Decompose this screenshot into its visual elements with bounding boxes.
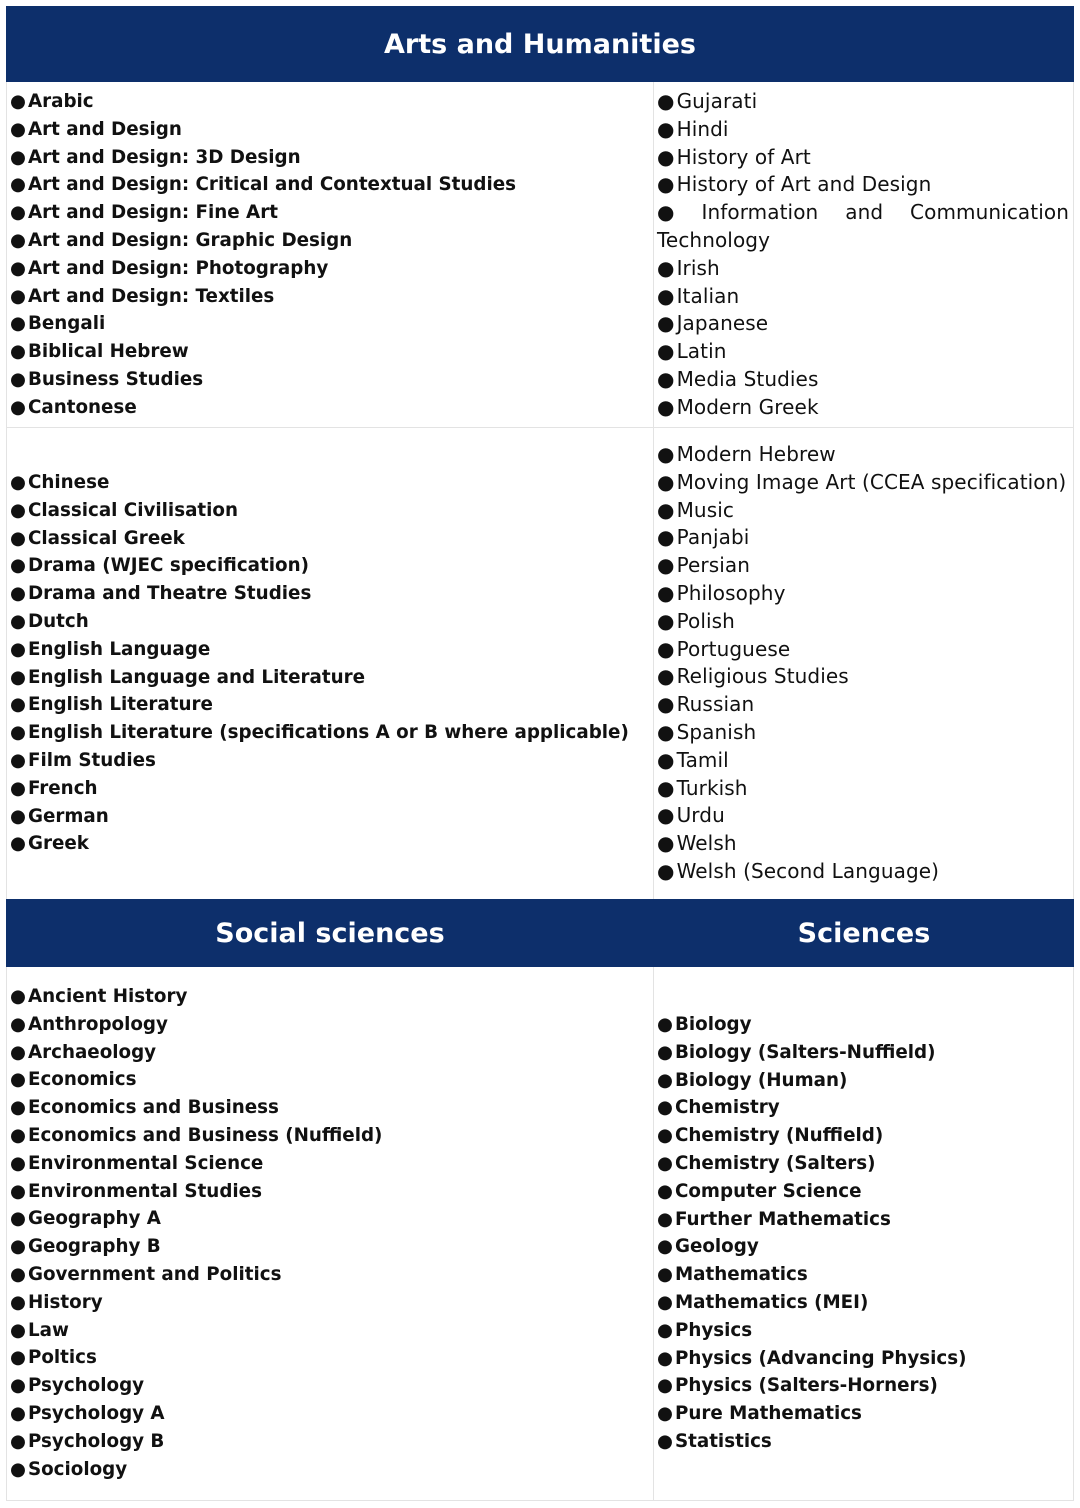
list-item-label: Chemistry (Salters): [674, 1152, 876, 1174]
list-item-label: Hindi: [676, 116, 729, 141]
list-item-label: Chinese: [27, 472, 110, 493]
bullet: ●: [657, 200, 675, 225]
list-item-label: Irish: [676, 255, 720, 280]
list-item: [657, 802, 1066, 830]
bullet: ●: [10, 499, 26, 521]
list-item: [657, 88, 1069, 116]
list-item-label: Biblical Hebrew: [27, 341, 189, 363]
list-item-label: Physics: [674, 1319, 753, 1341]
bullet: ●: [10, 610, 26, 632]
list-item: [10, 1178, 382, 1206]
bullet: ●: [657, 366, 675, 391]
bullet: ●: [657, 1430, 673, 1452]
bullet: ●: [657, 469, 675, 494]
list-item-label: Arabic: [27, 91, 94, 112]
bullet: ●: [657, 1403, 673, 1425]
bullet: ●: [657, 1208, 673, 1230]
row-divider: [6, 427, 1074, 428]
arts-right-top-list: [657, 88, 1069, 422]
list-item: [657, 1289, 967, 1317]
social-sciences-title: Social sciences: [215, 917, 445, 949]
list-item: [10, 1011, 382, 1039]
list-item-label: Pure Mathematics: [674, 1403, 862, 1425]
list-item-label: Welsh (Second Language): [676, 858, 940, 883]
list-item: [10, 199, 516, 227]
table-right-border: [1073, 967, 1074, 1501]
list-item: [10, 636, 629, 664]
list-item: [10, 1428, 382, 1456]
list-item: [657, 858, 1066, 886]
table-left-border: [6, 967, 7, 1501]
list-item-label: Environmental Studies: [27, 1180, 262, 1202]
bullet: ●: [10, 341, 26, 363]
bullet: ●: [657, 1152, 673, 1174]
list-item: [10, 1400, 382, 1428]
list-item: [657, 1400, 967, 1428]
list-item: [657, 608, 1066, 636]
list-item-label: Archaeology: [27, 1041, 157, 1063]
bullet: ●: [657, 775, 675, 800]
bullet: ●: [10, 368, 26, 390]
list-item-label: French: [27, 777, 98, 799]
bullet: ●: [10, 1291, 26, 1313]
bullet: ●: [10, 1263, 26, 1285]
list-item-label: Drama and Theatre Studies: [27, 583, 312, 605]
list-item-label: Portuguese: [676, 636, 791, 661]
list-item-label: Media Studies: [676, 366, 819, 391]
bullet: ●: [10, 1375, 26, 1397]
list-item: [657, 1233, 967, 1261]
bullet: ●: [657, 1041, 673, 1063]
list-item-label: Persian: [676, 553, 751, 578]
bullet: ●: [10, 1347, 26, 1369]
list-item-label: Chemistry: [674, 1097, 780, 1119]
list-item-label: Spanish: [676, 719, 757, 744]
list-item-label: Latin: [676, 339, 727, 364]
bullet: ●: [10, 1402, 26, 1424]
bullet: ●: [10, 666, 26, 688]
list-item: [10, 1039, 382, 1067]
list-item-label: Polish: [676, 608, 735, 633]
bullet: ●: [10, 1041, 26, 1063]
list-item: [10, 830, 629, 858]
list-item-label: Welsh: [676, 831, 737, 856]
bullet: ●: [657, 692, 675, 717]
bullet: ●: [657, 1180, 673, 1202]
bullet: ●: [10, 285, 26, 307]
list-item-label: Economics and Business: [27, 1097, 279, 1119]
list-item-label: Classical Civilisation: [27, 499, 239, 521]
list-item-label: Biology (Human): [674, 1069, 848, 1091]
bullet: ●: [657, 664, 675, 689]
sciences-list: [657, 1011, 967, 1456]
list-item: [657, 338, 1069, 366]
bullet: ●: [657, 747, 675, 772]
list-item-label: Bengali: [27, 313, 106, 335]
social-sciences-cell: [10, 983, 382, 1483]
list-item: [657, 497, 1066, 525]
list-item-label: Italian: [676, 283, 740, 308]
list-item-label: Art and Design: [27, 118, 182, 140]
list-item-label: English Literature: [27, 694, 213, 716]
list-item-label: Further Mathematics: [674, 1208, 891, 1230]
bullet: ●: [657, 1014, 673, 1035]
list-item: [10, 88, 516, 116]
list-item-label: Turkish: [676, 775, 748, 800]
bullet: ●: [10, 1013, 26, 1035]
social-sciences-header: [6, 899, 654, 967]
list-item: [10, 525, 629, 553]
arts-right-top-cell: [657, 88, 1069, 422]
list-item-label: Gujarati: [676, 89, 758, 113]
list-item-label: History of Art: [676, 144, 811, 169]
list-item: [657, 1428, 967, 1456]
bullet: ●: [10, 583, 26, 605]
bullet: ●: [10, 91, 26, 112]
bullet: ●: [10, 118, 26, 140]
list-item-label: Anthropology: [27, 1013, 168, 1035]
list-item: [10, 803, 629, 831]
bullet: ●: [10, 1069, 26, 1091]
list-item-label: Economics: [27, 1069, 137, 1091]
list-item-label: Panjabi: [676, 525, 750, 550]
list-item: [10, 338, 516, 366]
list-item: [657, 394, 1069, 422]
bullet: ●: [657, 858, 675, 883]
list-item-label: Geography B: [27, 1236, 161, 1258]
list-item: [657, 663, 1066, 691]
list-item-label: Ancient History: [27, 986, 188, 1007]
list-item: [10, 1233, 382, 1261]
bullet: ●: [657, 1375, 673, 1397]
list-item-label: English Language: [27, 638, 211, 660]
list-item-label: Modern Greek: [676, 394, 819, 419]
bullet: ●: [657, 580, 675, 605]
list-item-label: Biology (Salters-Nuffield): [674, 1041, 936, 1063]
list-item-label: Statistics: [674, 1430, 772, 1452]
list-item: [10, 497, 629, 525]
bullet: ●: [657, 1264, 673, 1286]
bullet: ●: [657, 1097, 673, 1119]
bullet: ●: [10, 472, 26, 493]
list-item-label: Art and Design: Textiles: [27, 285, 275, 307]
bullet: ●: [657, 525, 675, 550]
list-item-label: History: [27, 1291, 103, 1313]
bullet: ●: [10, 202, 26, 224]
list-item-label: Classical Greek: [27, 527, 185, 549]
list-item: [657, 1094, 967, 1122]
arts-left-bottom-list: [10, 469, 629, 858]
list-item: [10, 144, 516, 172]
list-item-label: Geology: [674, 1236, 759, 1258]
sciences-cell: [657, 1011, 967, 1456]
list-item: [10, 469, 629, 497]
arts-humanities-title: Arts and Humanities: [384, 28, 696, 60]
bullet: ●: [10, 1319, 26, 1341]
arts-left-top-cell: [10, 88, 516, 422]
list-item: [10, 719, 629, 747]
bullet: ●: [657, 1319, 673, 1341]
list-item: [10, 1205, 382, 1233]
bullet: ●: [10, 986, 26, 1007]
list-item-label: History of Art and Design: [676, 172, 932, 197]
list-item-label: Art and Design: 3D Design: [27, 146, 301, 168]
bullet: ●: [10, 833, 26, 855]
bullet: ●: [657, 339, 675, 364]
bullet: ●: [10, 1430, 26, 1452]
bullet: ●: [10, 257, 26, 279]
list-item: [10, 1289, 382, 1317]
arts-right-bottom-cell: [657, 441, 1066, 886]
arts-left-top-list: [10, 88, 516, 422]
list-item: [657, 1372, 967, 1400]
list-item-label: Geography A: [27, 1208, 161, 1230]
list-item: [657, 1011, 967, 1039]
bullet: ●: [10, 694, 26, 716]
bullet: ●: [10, 1236, 26, 1258]
list-item: [10, 1150, 382, 1178]
list-item: [10, 1456, 382, 1484]
list-item-label: English Literature (specifications A or B where applicable): [27, 722, 629, 744]
bullet: ●: [657, 1291, 673, 1313]
list-item-label: English Language and Literature: [27, 666, 365, 688]
list-item: [10, 1066, 382, 1094]
arts-humanities-header: [6, 6, 1074, 82]
bullet: ●: [10, 1208, 26, 1230]
list-item-label: Greek: [27, 833, 89, 855]
bullet: ●: [657, 1125, 673, 1147]
list-item-label: Cantonese: [27, 396, 137, 418]
list-item-label: Art and Design: Graphic Design: [27, 229, 353, 251]
bullet: ●: [10, 1458, 26, 1480]
bullet: ●: [10, 722, 26, 744]
list-item: [657, 691, 1066, 719]
list-item: [10, 283, 516, 311]
bullet: ●: [657, 394, 675, 419]
list-item: [657, 580, 1066, 608]
list-item: ● Information and Communication Technology: [657, 200, 1069, 252]
list-item: [657, 636, 1066, 664]
list-item-label: Art and Design: Critical and Contextual Studies: [27, 174, 517, 196]
list-item-label: Mathematics (MEI): [674, 1291, 869, 1313]
sciences-header: [654, 899, 1074, 967]
list-item: [10, 171, 516, 199]
list-item: [657, 116, 1069, 144]
social-sciences-list: [10, 983, 382, 1483]
list-item-label: Law: [27, 1319, 69, 1341]
list-item: [657, 747, 1066, 775]
bullet: ●: [657, 1069, 673, 1091]
bullet: ●: [657, 172, 675, 197]
bullet: ●: [657, 283, 675, 308]
list-item: [10, 691, 629, 719]
list-item-label: Drama (WJEC specification): [27, 555, 309, 577]
sciences-title: Sciences: [797, 917, 931, 949]
list-item-label: Government and Politics: [27, 1263, 282, 1285]
list-item-label: Biology: [674, 1014, 752, 1035]
list-item: [657, 144, 1069, 172]
bullet: ●: [657, 1347, 673, 1369]
list-item-label: Moving Image Art (CCEA specification): [676, 469, 1067, 494]
list-item: [10, 1094, 382, 1122]
bullet: ●: [10, 1180, 26, 1202]
list-item: [657, 1317, 967, 1345]
list-item-label: Music: [676, 497, 734, 522]
list-item-label: Film Studies: [27, 749, 156, 771]
list-item: [657, 1122, 967, 1150]
list-item-label: Art and Design: Fine Art: [27, 202, 278, 224]
list-item-label: Russian: [676, 692, 755, 717]
list-item: [10, 983, 382, 1011]
list-item-label: German: [27, 805, 109, 827]
bullet: ●: [10, 805, 26, 827]
list-item: [10, 366, 516, 394]
list-item: [10, 255, 516, 283]
list-item: [10, 1372, 382, 1400]
bullet: ●: [10, 1124, 26, 1146]
list-item-label: Urdu: [676, 803, 725, 828]
column-divider: [653, 967, 654, 1501]
bullet: ●: [657, 116, 675, 141]
list-item: [10, 116, 516, 144]
list-item: [10, 552, 629, 580]
bullet: ●: [657, 497, 675, 522]
list-item: [657, 1067, 967, 1095]
bullet: ●: [657, 89, 675, 113]
bullet: ●: [10, 313, 26, 335]
list-item: [10, 608, 629, 636]
arts-right-bottom-list: [657, 441, 1066, 886]
bullet: ●: [10, 749, 26, 771]
list-item-label: Economics and Business (Nuffield): [27, 1124, 383, 1146]
bullet: ●: [10, 555, 26, 577]
list-item: [657, 719, 1066, 747]
list-item-label: Psychology A: [27, 1402, 165, 1424]
bullet: ●: [10, 146, 26, 168]
bullet: ●: [10, 1097, 26, 1119]
list-item-label: Physics (Advancing Physics): [674, 1347, 967, 1369]
list-item: [10, 580, 629, 608]
list-item: [10, 747, 629, 775]
list-item: [657, 255, 1069, 283]
bullet: ●: [657, 553, 675, 578]
list-item-label: Tamil: [676, 747, 729, 772]
bullet: ●: [657, 255, 675, 280]
list-item: [10, 1122, 382, 1150]
list-item-label: Chemistry (Nuffield): [674, 1125, 884, 1147]
bullet: ●: [10, 527, 26, 549]
list-item: [10, 664, 629, 692]
bullet: ●: [10, 638, 26, 660]
list-item: [10, 394, 516, 422]
list-item: [657, 366, 1069, 394]
bullet: ●: [657, 144, 675, 169]
table-bottom-border: [6, 1500, 1074, 1501]
list-item: [657, 310, 1069, 338]
list-item-label: Dutch: [27, 610, 89, 632]
list-item-label: Art and Design: Photography: [27, 257, 329, 279]
list-item: [10, 310, 516, 338]
list-item: [657, 775, 1066, 803]
list-item-label: Computer Science: [674, 1180, 862, 1202]
bullet: ●: [657, 311, 675, 336]
list-item: [657, 524, 1066, 552]
list-item: [657, 1261, 967, 1289]
bullet: ●: [657, 831, 675, 856]
list-item-label: Business Studies: [27, 368, 204, 390]
table-left-border: [6, 82, 7, 899]
list-item: [10, 1261, 382, 1289]
list-item-label: Sociology: [27, 1458, 128, 1480]
list-item: [657, 1178, 967, 1206]
list-item: [657, 1345, 967, 1373]
list-item-label: Modern Hebrew: [676, 442, 836, 466]
bullet: ●: [10, 1152, 26, 1174]
bullet: ●: [657, 636, 675, 661]
arts-left-bottom-cell: [10, 469, 629, 858]
bullet: ●: [657, 442, 675, 466]
list-item-label: Mathematics: [674, 1264, 808, 1286]
list-item-label: Philosophy: [676, 580, 786, 605]
list-item-label: Poltics: [27, 1347, 97, 1369]
bullet: ●: [10, 174, 26, 196]
list-item: [657, 1039, 967, 1067]
list-item: [10, 775, 629, 803]
list-item: [657, 469, 1066, 497]
list-item: [657, 830, 1066, 858]
list-item: [657, 1206, 967, 1234]
list-item: [10, 227, 516, 255]
list-item: [657, 552, 1066, 580]
bullet: ●: [657, 608, 675, 633]
list-item-label: Environmental Science: [27, 1152, 264, 1174]
bullet: ●: [657, 803, 675, 828]
list-item: [657, 441, 1066, 469]
list-item: [657, 283, 1069, 311]
bullet: ●: [10, 777, 26, 799]
column-divider: [653, 82, 654, 899]
list-item-label: Japanese: [676, 311, 769, 336]
list-item-label: Religious Studies: [676, 664, 849, 689]
bullet: ●: [657, 1236, 673, 1258]
list-item-label: Psychology B: [27, 1430, 165, 1452]
list-item-label: Physics (Salters-Horners): [674, 1375, 938, 1397]
list-item-label: Psychology: [27, 1375, 145, 1397]
bullet: ●: [10, 229, 26, 251]
bullet: ●: [657, 719, 675, 744]
list-item: [657, 171, 1069, 199]
list-item: [657, 1150, 967, 1178]
table-right-border: [1073, 82, 1074, 899]
list-item: [10, 1344, 382, 1372]
list-item: [10, 1317, 382, 1345]
bullet: ●: [10, 396, 26, 418]
